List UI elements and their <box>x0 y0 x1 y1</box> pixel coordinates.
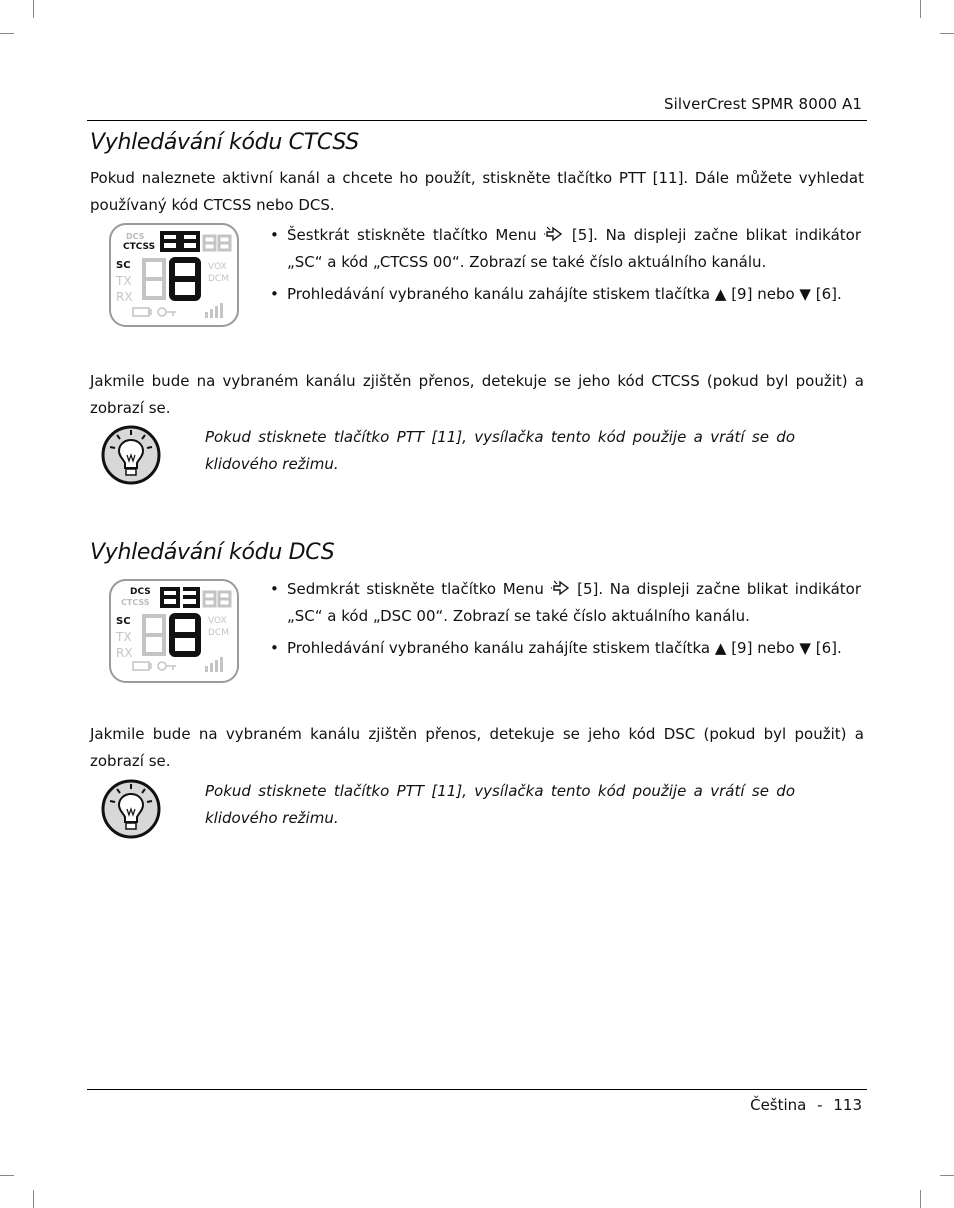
crop-mark <box>940 1175 954 1176</box>
lcd-label-sc: SC <box>116 260 131 271</box>
lightbulb-tip-icon <box>100 423 162 487</box>
lcd-label-vox: VOX <box>208 616 227 626</box>
page-number: 113 <box>833 1096 862 1114</box>
crop-mark <box>920 0 921 18</box>
lcd-label-rx: RX <box>116 290 133 304</box>
lcd-label-ctcss: CTCSS <box>123 242 156 252</box>
lcd-label-dcs: DCS <box>126 232 145 241</box>
bullet-text: [9] nebo <box>731 285 795 303</box>
lcd-label-rx: RX <box>116 646 133 660</box>
bullet-dot: • <box>270 226 279 244</box>
bullet-text: Šestkrát stiskněte tlačítko Menu <box>287 226 537 244</box>
bullet-list <box>270 222 861 313</box>
list-item <box>270 281 861 308</box>
page-footer <box>750 1096 862 1114</box>
bullet-text: Prohledávání vybraného kanálu zahájíte stiskem tlačítka <box>287 639 711 657</box>
lcd-label-tx: TX <box>116 274 132 288</box>
tip-text: Pokud stisknete tlačítko PTT [11], vysílačka tento kód použije a vrátí se do klidového režimu. <box>205 428 795 473</box>
crop-mark <box>0 33 14 34</box>
bullet-dot: • <box>270 580 279 598</box>
tip-text: Pokud stisknete tlačítko PTT [11], vysílačka tento kód použije a vrátí se do klidového režimu. <box>205 782 795 827</box>
bullet-text: [5]. Na displeji začne blikat indikátor „SC“ a kód „DSC 00“. Zobrazí se také číslo aktuálního kanálu. <box>287 580 861 625</box>
crop-mark <box>33 1190 34 1208</box>
bullet-text: Sedmkrát stiskněte tlačítko Menu <box>287 580 544 598</box>
lcd-display-illustration <box>108 222 240 328</box>
bullet-dot: • <box>270 639 279 657</box>
list-item <box>270 635 861 662</box>
lcd-label-sc: SC <box>116 616 131 627</box>
section-heading-ctcss: Vyhledávání kódu CTCSS <box>90 130 359 155</box>
bullet-text: [6]. <box>815 639 842 657</box>
lightbulb-tip-icon <box>100 777 162 841</box>
section-intro: Pokud naleznete aktivní kanál a chcete ho použít, stiskněte tlačítko PTT [11]. Dále můžete vyhledat používaný kód CTCSS nebo DCS. <box>90 169 864 214</box>
header-title: SilverCrest SPMR 8000 A1 <box>664 95 862 113</box>
bullet-dot: • <box>270 285 279 303</box>
bullet-text: [6]. <box>815 285 842 303</box>
up-triangle-icon: ▲ <box>714 639 727 657</box>
lcd-label-dcm: DCM <box>208 274 229 284</box>
menu-arrow-icon <box>551 580 571 596</box>
crop-mark <box>0 1175 14 1176</box>
menu-arrow-icon <box>544 226 564 242</box>
lcd-label-dcm: DCM <box>208 628 229 638</box>
lcd-label-dcs: DCS <box>130 587 151 597</box>
bullet-text: [5]. Na displeji začne blikat indikátor „SC“ a kód „CTCSS 00“. Zobrazí se také číslo aktuálního kanálu. <box>287 226 861 271</box>
up-triangle-icon: ▲ <box>714 285 727 303</box>
list-item <box>270 576 861 630</box>
lcd-label-tx: TX <box>116 630 132 644</box>
result-paragraph: Jakmile bude na vybraném kanálu zjištěn přenos, detekuje se jeho kód CTCSS (pokud byl použit) a zobrazí se. <box>90 372 864 417</box>
lcd-label-vox: VOX <box>208 262 227 272</box>
section-heading-dcs: Vyhledávání kódu DCS <box>90 540 335 565</box>
crop-mark <box>940 33 954 34</box>
bullet-text: [9] nebo <box>731 639 795 657</box>
list-item <box>270 222 861 276</box>
crop-mark <box>33 0 34 18</box>
crop-mark <box>920 1190 921 1208</box>
lcd-label-ctcss: CTCSS <box>121 598 150 607</box>
lcd-display-illustration <box>108 578 240 684</box>
down-triangle-icon: ▼ <box>799 285 811 303</box>
down-triangle-icon: ▼ <box>799 639 811 657</box>
footer-rule <box>87 1089 867 1090</box>
bullet-list <box>270 576 861 667</box>
header-rule <box>87 120 867 121</box>
footer-language: Čeština <box>750 1096 807 1114</box>
result-paragraph: Jakmile bude na vybraném kanálu zjištěn přenos, detekuje se jeho kód DSC (pokud byl použit) a zobrazí se. <box>90 725 864 770</box>
footer-separator: - <box>817 1096 823 1114</box>
bullet-text: Prohledávání vybraného kanálu zahájíte stiskem tlačítka <box>287 285 711 303</box>
